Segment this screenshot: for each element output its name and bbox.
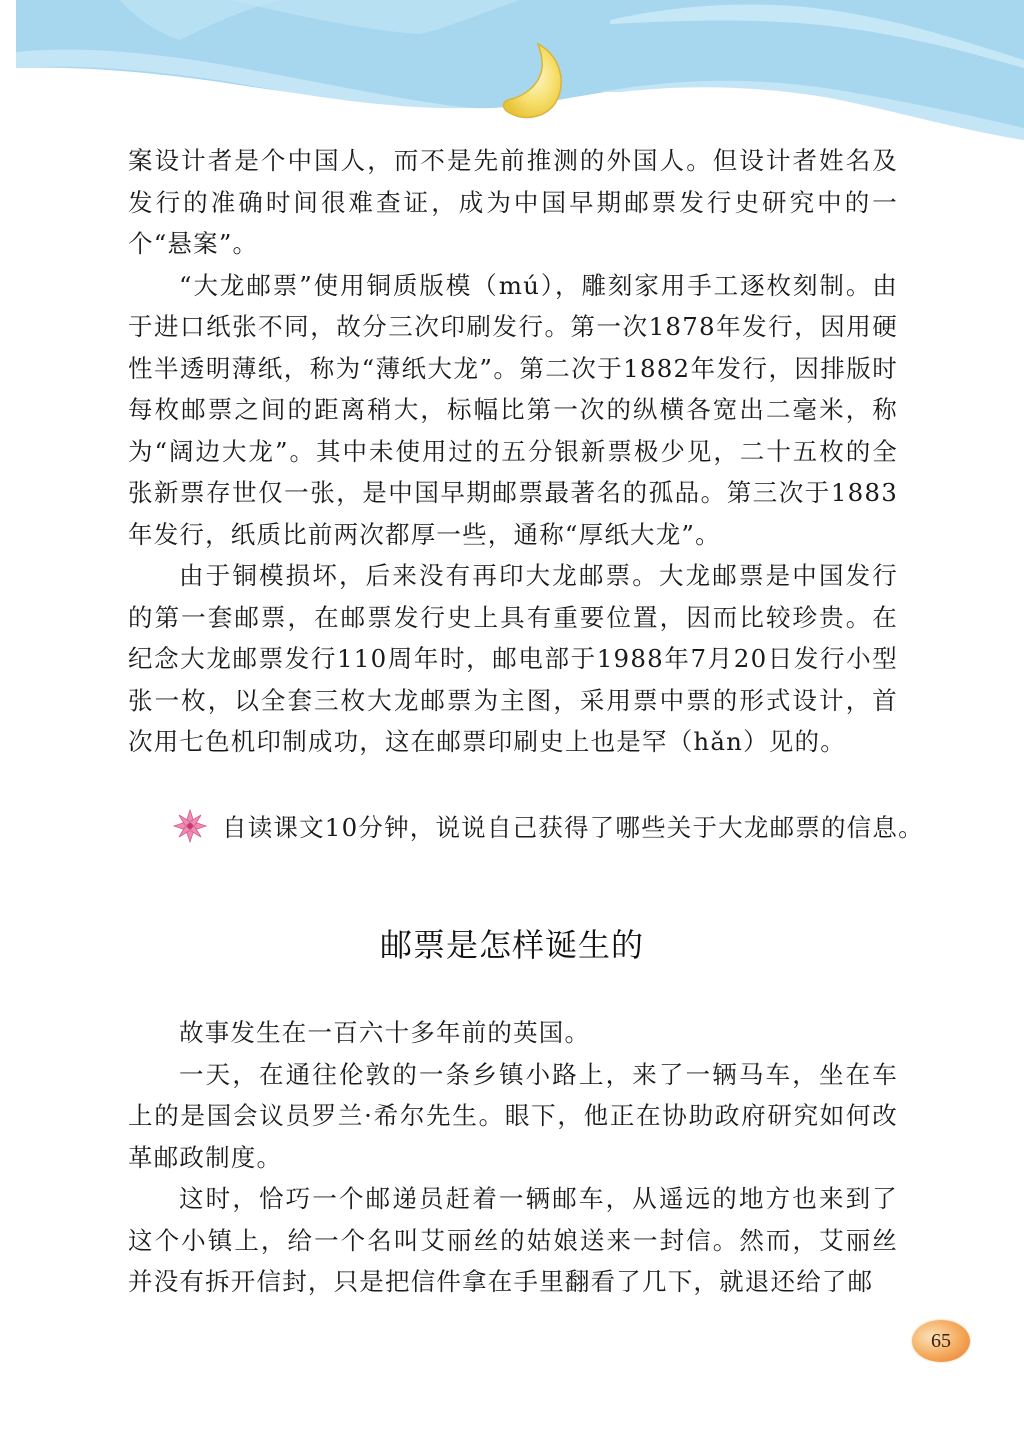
crescent-moon-icon [496,40,576,120]
page-number: 65 [912,1320,970,1362]
paragraph: 由于铜模损坏，后来没有再印大龙邮票。大龙邮票是中国发行的第一套邮票，在邮票发行史上具有重要位置，因而比较珍贵。在纪念大龙邮票发行110周年时，邮电部于1988年7月20日发行小型张一枚，以全套三枚大龙邮票为主图，采用票中票的形式设计，首次用七色机印制成功，这在邮票印刷史上也是罕（hǎn）见的。 [128,561,898,756]
article-continuation [128,140,898,763]
pink-flower-icon [172,808,208,844]
section-title: 邮票是怎样诞生的 [379,926,644,964]
paragraph: 一天，在通往伦敦的一条乡镇小路上，来了一辆马车，坐在车上的是国会议员罗兰·希尔先生。眼下，他正在协助政府研究如何改革邮政制度。 [128,1059,898,1172]
paragraph: “大龙邮票”使用铜质版模（mú），雕刻家用手工逐枚刻制。由于进口纸张不同，故分三次印刷发行。第一次1878年发行，因用硬性半透明薄纸，称为“薄纸大龙”。第二次于1882年发行，因排版时每枚邮票之间的距离稍大，标幅比第一次的纵横各宽出二毫米，称为“阔边大龙”。其中未使用过的五分银新票极少见，二十五枚的全张新票存世仅一张，是中国早期邮票最著名的孤品。第三次于1883年发行，纸质比前两次都厚一些，通称“厚纸大龙”。 [128,270,898,549]
task-text: 自读课文10分钟，说说自己获得了哪些关于大龙邮票的信息。 [222,812,924,842]
paragraph: 案设计者是个中国人，而不是先前推测的外国人。但设计者姓名及发行的准确时间很难查证，成为中国早期邮票发行史研究中的一个“悬案”。 [128,146,898,258]
reading-task [172,804,924,848]
paragraph: 故事发生在一百六十多年前的英国。 [179,1018,591,1047]
paragraph: 这时，恰巧一个邮递员赶着一辆邮车，从遥远的地方也来到了这个小镇上，给一个名叫艾丽丝的姑娘送来一封信。然而，艾丽丝并没有拆开信封，只是把信件拿在手里翻看了几下，就退还给了邮 [128,1184,898,1296]
article-body [128,1012,898,1303]
